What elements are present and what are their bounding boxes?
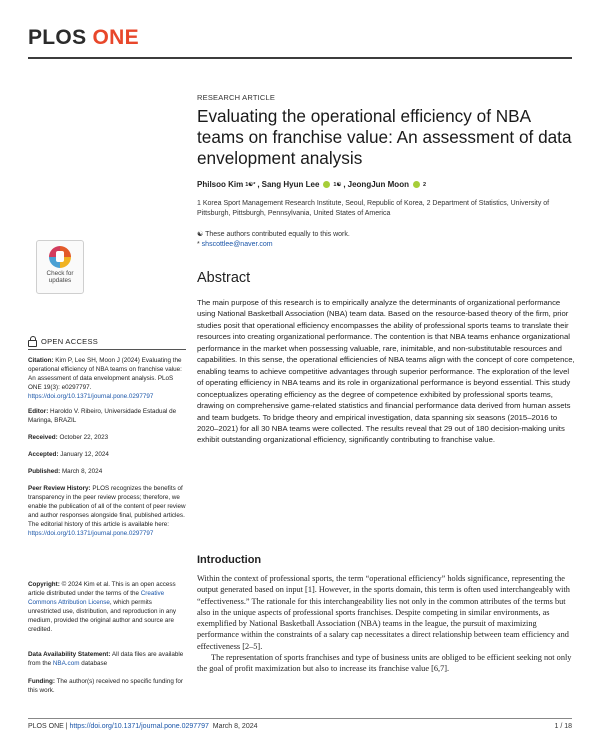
orcid-icon[interactable] xyxy=(323,181,330,188)
footer-doi-link[interactable]: https://doi.org/10.1371/journal.pone.0297797 xyxy=(69,723,209,730)
sidebar-rule xyxy=(28,349,186,350)
citation-label: Citation: xyxy=(28,357,54,364)
email-link[interactable]: shscottlee@naver.com xyxy=(201,241,273,248)
page-number: 1 / 18 xyxy=(554,723,572,730)
author-separator: , xyxy=(343,180,346,189)
accepted-date: January 12, 2024 xyxy=(60,451,109,458)
copyright-block xyxy=(28,580,186,634)
peer-review-label: Peer Review History: xyxy=(28,485,91,492)
received-label: Received: xyxy=(28,434,58,441)
copyright-text-2: , which permits unrestricted use, distribution, and reproduction in any medium, provided the original author and source are credited. xyxy=(28,599,177,633)
footer-journal: PLOS ONE xyxy=(28,723,64,730)
header-rule xyxy=(28,57,572,59)
accepted-block xyxy=(28,450,186,459)
funding-label: Funding: xyxy=(28,678,55,685)
copyright-text: © 2024 Kim et al. This is an open access article distributed under the terms of the xyxy=(28,581,176,597)
nba-link[interactable]: NBA.com xyxy=(52,660,80,667)
data-availability-label: Data Availability Statement: xyxy=(28,651,111,658)
author-sup: 1☯* xyxy=(245,181,256,188)
author-name[interactable]: Sang Hyun Lee xyxy=(261,180,320,189)
open-access-badge xyxy=(28,337,186,346)
bookmark-icon xyxy=(49,246,71,268)
footer-rule xyxy=(28,718,572,719)
author-name[interactable]: Philsoo Kim xyxy=(197,180,244,189)
data-availability-text: All data files are available from the xyxy=(28,651,184,667)
peer-review-doi-link[interactable]: https://doi.org/10.1371/journal.pone.0297797 xyxy=(28,530,154,537)
editor-text: Haroldo V. Ribeiro, Universidade Estadual de Maringa, BRAZIL xyxy=(28,408,177,424)
license-link[interactable]: Creative Commons Attribution License xyxy=(28,590,165,606)
footer-separator: | xyxy=(63,723,70,730)
footer-date: March 8, 2024 xyxy=(212,723,258,730)
data-availability-block xyxy=(28,650,186,668)
intro-paragraph-1: Within the context of professional sports, the term “operational efficiency” holds significance, representing the output generated based on input [1]. However, in the sports domain, this term is often used interchangeably with “effectiveness.” The rationale for this interchangeability lies not only in the common attributes of the terms but also in the unique aspects of professional sports franchises. Despite competing in similar environments, as exemplified by National Basketball Association (NBA) teams in the league, the pursuit of maximizing performance within the constraints of a salary cap necessitates a direct relationship between team efficiency and effectiveness [2–5]. xyxy=(197,574,570,651)
author-notes xyxy=(197,230,575,250)
check-line-1: Check for xyxy=(46,270,74,277)
affiliations: 1 Korea Sport Management Research Institute, Seoul, Republic of Korea, 2 Department of Statistics, University of Pittsburgh, Pittsburgh, Pennsylvania, United States of America xyxy=(197,200,550,217)
published-date: March 8, 2024 xyxy=(61,468,103,475)
author-sup: 2 xyxy=(422,181,427,188)
introduction-heading: Introduction xyxy=(197,554,262,566)
peer-review-text: PLOS recognizes the benefits of transparency in the peer review process; therefore, we enable the publication of all of the content of peer review and author responses alongside final, published articles. The editorial history of this article is available here: xyxy=(28,485,186,528)
intro-paragraph-2: The representation of sports franchises and type of business units are obliged to be efficient seeking not only the goal of profit maximization but also to increase its franchise value [6,7]. xyxy=(197,653,572,674)
lock-open-icon xyxy=(28,340,37,347)
copyright-label: Copyright: xyxy=(28,581,60,588)
editor-block xyxy=(28,407,186,425)
abstract-text: The main purpose of this research is to empirically analyze the determinants of organizational performance using National Basketball Association (NBA) team data. Based on the resource-based theory of the firm, prior studies posit that operational efficiency encompasses the ability of professional sports teams to translate their resources into creating organizational performance. The contention is that NBA teams enhance organizational performance in the market when possessing valuable, rare, inimitable, and non-substitutable resources and capabilities. In this sense, the operational efficiencies of NBA teams align with the concept of core competence, enabling teams to achieve competitive advantages through superior performance. The exploration of the level of operating efficiency in NBA teams and its role in organizational performance is beyond essential. This study conceptualizes operating efficiency as the degree of competence exhibited by professional sports teams, drawing on comprehensive game-related statistics and financial performance data derived from human assets and team budgets. To bridge theory and empirical investigation, data spanning six seasons (2015–2016 to 2020–2021) for all 30 NBA teams were collected. The results reveal that 29 out of 180 decision-making units exhibit outstanding organizational efficiency, significantly contributing to franchise value. xyxy=(197,298,575,445)
introduction-body xyxy=(197,573,575,675)
author-list xyxy=(197,180,575,189)
editor-label: Editor: xyxy=(28,408,49,415)
orcid-icon[interactable] xyxy=(413,181,420,188)
footer xyxy=(28,723,258,730)
citation-block xyxy=(28,356,186,401)
received-block xyxy=(28,433,186,442)
published-block xyxy=(28,467,186,476)
author-name[interactable]: JeongJun Moon xyxy=(347,180,409,189)
open-access-label: OPEN ACCESS xyxy=(41,337,99,346)
abstract-heading: Abstract xyxy=(197,270,251,286)
article-title: Evaluating the operational efficiency of NBA teams on franchise value: An assessment of data envelopment analysis xyxy=(197,106,572,168)
check-line-2: updates xyxy=(48,277,72,284)
logo-plos: PLOS xyxy=(28,26,87,49)
article-type: RESEARCH ARTICLE xyxy=(197,93,276,102)
journal-logo xyxy=(28,26,139,50)
author-separator: , xyxy=(257,180,260,189)
logo-one: ONE xyxy=(92,26,139,49)
funding-text: The author(s) received no specific funding for this work. xyxy=(28,678,183,694)
received-date: October 22, 2023 xyxy=(59,434,109,441)
author-sup: 1☯ xyxy=(333,181,342,188)
equal-contribution-note: ☯ These authors contributed equally to this work. xyxy=(197,231,350,238)
email-note xyxy=(197,240,575,250)
check-for-updates-button[interactable] xyxy=(36,240,84,294)
peer-review-block xyxy=(28,484,186,538)
funding-block xyxy=(28,677,186,695)
published-label: Published: xyxy=(28,468,61,475)
citation-text: Kim P, Lee SH, Moon J (2024) Evaluating the operational efficiency of NBA teams on franchise value: An assessment of data envelopment analysis. PLoS ONE 19(3): e0297797. xyxy=(28,357,182,391)
citation-doi-link[interactable]: https://doi.org/10.1371/journal.pone.0297797 xyxy=(28,393,154,400)
email-marker: * xyxy=(197,241,202,248)
accepted-label: Accepted: xyxy=(28,451,59,458)
data-availability-text-2: database xyxy=(81,660,108,667)
